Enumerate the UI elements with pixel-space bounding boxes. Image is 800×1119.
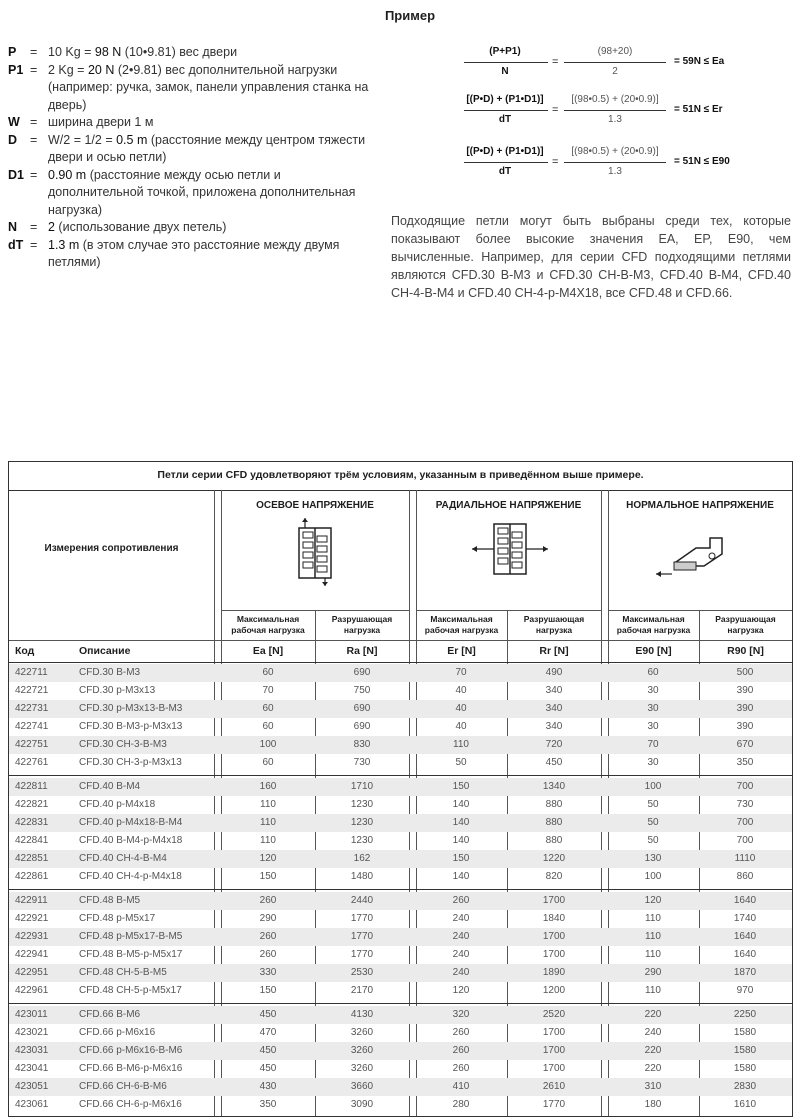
definition-item xyxy=(8,114,378,132)
cell-value: 860 xyxy=(736,871,754,882)
formula-row xyxy=(460,92,800,132)
cell-value: 290 xyxy=(644,967,662,978)
cell-desc: CFD.40 CH-4-B-M4 xyxy=(79,853,167,864)
cell-value: 1230 xyxy=(350,799,374,810)
cell-value: 130 xyxy=(644,853,662,864)
definition-text: 2 (использование двух петель) xyxy=(48,220,227,234)
cell-value: 240 xyxy=(452,967,470,978)
cell-value: 1580 xyxy=(733,1027,757,1038)
cell-value: 720 xyxy=(545,739,563,750)
cell-value: 670 xyxy=(736,739,754,750)
cell-code: 422731 xyxy=(15,703,49,714)
cell-value: 700 xyxy=(736,781,754,792)
cell-value: 1700 xyxy=(542,1045,566,1056)
cell-value: 3260 xyxy=(350,1045,374,1056)
cell-value: 430 xyxy=(259,1081,277,1092)
cell-value: 450 xyxy=(545,757,563,768)
formula-numerator: [(P•D) + (P1•D1)] xyxy=(466,146,544,157)
table-row xyxy=(9,892,792,910)
cell-value: 450 xyxy=(259,1063,277,1074)
table-row xyxy=(9,796,792,814)
definition-eq: = xyxy=(30,132,38,147)
sub-max-radial: Максимальная рабочая нагрузка xyxy=(424,614,499,635)
radial-hinge-icon xyxy=(468,520,552,580)
cell-value: 1220 xyxy=(542,853,566,864)
definition-text: ширина двери 1 м xyxy=(48,115,154,129)
cell-value: 70 xyxy=(647,739,659,750)
cell-value: 260 xyxy=(259,895,277,906)
cell-code: 422941 xyxy=(15,949,49,960)
axial-hinge-icon xyxy=(285,518,345,586)
cell-value: 110 xyxy=(645,913,661,924)
table-row xyxy=(9,682,792,700)
cell-code: 423041 xyxy=(15,1063,49,1074)
definition-text: W/2 = 1/2 = 0.5 m (расстояние между центром тяжести двери и осью петли) xyxy=(48,132,366,164)
col-r90: R90 [N] xyxy=(727,645,764,657)
col-rr: Rr [N] xyxy=(539,645,569,657)
cell-value: 2610 xyxy=(542,1081,566,1092)
definition-symbol: N xyxy=(8,220,18,234)
definition-text: 10 Kg = 98 N (10•9.81) вес двери xyxy=(48,45,238,59)
formula-result: = 51N ≤ E90 xyxy=(674,156,730,167)
cell-value: 830 xyxy=(353,739,371,750)
cell-code: 422821 xyxy=(15,799,49,810)
table-row xyxy=(9,928,792,946)
page-title: Пример xyxy=(384,8,436,23)
cell-value: 60 xyxy=(262,667,274,678)
cell-value: 3260 xyxy=(350,1027,374,1038)
cell-value: 100 xyxy=(644,781,662,792)
cell-value: 70 xyxy=(262,685,274,696)
cell-value: 970 xyxy=(736,985,754,996)
cell-code: 423061 xyxy=(15,1099,49,1110)
formula-numerator: [(P•D) + (P1•D1)] xyxy=(466,94,544,105)
cell-value: 1640 xyxy=(733,895,757,906)
cell-value: 260 xyxy=(259,931,277,942)
table-row xyxy=(9,982,792,1000)
formula-values-numerator: [(98•0.5) + (20•0.9)] xyxy=(571,94,659,105)
cell-value: 260 xyxy=(452,895,470,906)
cell-value: 1110 xyxy=(734,853,756,864)
cell-value: 2170 xyxy=(350,985,374,996)
definition-symbol: W xyxy=(8,115,20,129)
cell-value: 120 xyxy=(452,985,470,996)
cell-value: 750 xyxy=(353,685,371,696)
cell-value: 40 xyxy=(455,703,467,714)
cell-value: 180 xyxy=(644,1099,662,1110)
cell-value: 280 xyxy=(452,1099,470,1110)
cell-desc: CFD.66 CH-6-p-M6x16 xyxy=(79,1099,182,1110)
cell-desc: CFD.40 p-M4x18-B-M4 xyxy=(79,817,183,828)
cell-value: 150 xyxy=(259,871,277,882)
cell-value: 70 xyxy=(455,667,467,678)
cell-code: 422931 xyxy=(15,931,49,942)
col-code: Код xyxy=(15,645,35,657)
cell-value: 1710 xyxy=(350,781,374,792)
table-caption: Петли серии CFD удовлетворяют трём условиям, указанным в приведённом выше примере. xyxy=(9,462,792,491)
table-row xyxy=(9,1078,792,1096)
cell-value: 120 xyxy=(259,853,277,864)
cell-value: 820 xyxy=(545,871,563,882)
cell-code: 422741 xyxy=(15,721,49,732)
cell-value: 150 xyxy=(259,985,277,996)
sub-max-axial: Максимальная рабочая нагрузка xyxy=(231,614,305,635)
cell-value: 240 xyxy=(644,1027,662,1038)
cell-desc: CFD.66 CH-6-B-M6 xyxy=(79,1081,167,1092)
cell-value: 1770 xyxy=(350,949,374,960)
cell-value: 120 xyxy=(644,895,662,906)
definition-item xyxy=(8,132,378,167)
cell-value: 50 xyxy=(647,835,659,846)
cell-value: 1770 xyxy=(542,1099,566,1110)
cell-value: 730 xyxy=(736,799,754,810)
cell-desc: CFD.48 CH-5-p-M5x17 xyxy=(79,985,182,996)
formula-denominator: dT xyxy=(498,114,512,125)
formula-numerator: (P+P1) xyxy=(489,46,521,57)
cell-desc: CFD.40 p-M4x18 xyxy=(79,799,156,810)
cell-value: 100 xyxy=(644,871,662,882)
normal-hinge-icon xyxy=(652,524,736,584)
definition-symbol: P xyxy=(8,45,17,59)
cell-value: 30 xyxy=(647,685,659,696)
definition-text: 2 Kg = 20 N (2•9.81) вес дополнительной нагрузки (например: ручка, замок, панели управления станка на дверь) xyxy=(48,62,369,112)
table-row xyxy=(9,736,792,754)
table-row xyxy=(9,1096,792,1114)
cell-value: 220 xyxy=(644,1045,662,1056)
cell-code: 422721 xyxy=(15,685,49,696)
cell-value: 4130 xyxy=(350,1009,374,1020)
definition-item xyxy=(8,237,378,272)
cell-desc: CFD.40 B-M4-p-M4x18 xyxy=(79,835,183,846)
cell-desc: CFD.66 B-M6 xyxy=(79,1009,141,1020)
table-row xyxy=(9,910,792,928)
cell-code: 422951 xyxy=(15,967,49,978)
col-desc: Описание xyxy=(79,645,131,657)
definition-symbol: D xyxy=(8,132,18,147)
definition-text: 0.90 m (расстояние между осью петли и дополнительной точкой, приложена дополнительная нагрузка) xyxy=(48,167,356,217)
cell-value: 1610 xyxy=(733,1099,757,1110)
cell-value: 3090 xyxy=(350,1099,374,1110)
cell-value: 880 xyxy=(545,835,563,846)
cell-value: 730 xyxy=(353,757,371,768)
cell-code: 422921 xyxy=(15,913,49,924)
cell-value: 690 xyxy=(353,667,371,678)
cell-value: 240 xyxy=(452,913,470,924)
cell-value: 240 xyxy=(452,931,470,942)
cell-value: 330 xyxy=(259,967,277,978)
cell-code: 423011 xyxy=(15,1009,48,1020)
cell-value: 410 xyxy=(452,1081,470,1092)
cell-value: 110 xyxy=(260,799,276,810)
cell-code: 423021 xyxy=(15,1027,49,1038)
cell-value: 110 xyxy=(645,931,661,942)
definition-symbol: D1 xyxy=(8,167,24,182)
cell-code: 423051 xyxy=(15,1081,49,1092)
cell-value: 60 xyxy=(262,721,274,732)
cell-value: 1640 xyxy=(733,931,757,942)
definition-text: 1.3 m (в этом случае это расстояние между двумя петлями) xyxy=(48,237,340,269)
cell-desc: CFD.48 p-M5x17-B-M5 xyxy=(79,931,183,942)
cell-desc: CFD.48 B-M5-p-M5x17 xyxy=(79,949,183,960)
cell-value: 150 xyxy=(452,781,470,792)
cell-code: 422811 xyxy=(15,781,48,792)
cell-value: 700 xyxy=(736,817,754,828)
cell-value: 500 xyxy=(736,667,754,678)
sub-break-normal: Разрушающая нагрузка xyxy=(715,614,776,635)
cell-desc: CFD.66 p-M6x16 xyxy=(79,1027,156,1038)
cell-value: 1480 xyxy=(350,871,374,882)
definition-item xyxy=(8,219,378,237)
cell-value: 1700 xyxy=(542,949,566,960)
cell-value: 240 xyxy=(452,949,470,960)
cell-desc: CFD.30 B-M3 xyxy=(79,667,141,678)
cell-value: 1230 xyxy=(350,835,374,846)
cell-value: 110 xyxy=(645,949,661,960)
cell-code: 422861 xyxy=(15,871,49,882)
formula-values-denominator: 1.3 xyxy=(608,166,622,177)
cell-value: 390 xyxy=(736,685,754,696)
col-ea: Ea [N] xyxy=(252,645,284,657)
definition-eq: = xyxy=(30,62,38,77)
cell-desc: CFD.30 p-M3x13 xyxy=(79,685,156,696)
cell-code: 422711 xyxy=(15,667,48,678)
cell-desc: CFD.40 CH-4-p-M4x18 xyxy=(79,871,182,882)
cell-value: 260 xyxy=(452,1063,470,1074)
cell-value: 340 xyxy=(545,703,563,714)
table-row xyxy=(9,1060,792,1078)
cell-value: 350 xyxy=(259,1099,277,1110)
definition-item xyxy=(8,44,378,62)
cell-value: 1890 xyxy=(542,967,566,978)
cell-value: 390 xyxy=(736,721,754,732)
formula-values-denominator: 1.3 xyxy=(608,114,622,125)
definition-eq: = xyxy=(30,220,38,234)
col-er: Er [N] xyxy=(447,645,476,657)
cell-value: 700 xyxy=(736,835,754,846)
cell-value: 260 xyxy=(259,949,277,960)
group-axial: ОСЕВОЕ НАПРЯЖЕНИЕ xyxy=(221,490,409,610)
cell-desc: CFD.48 CH-5-B-M5 xyxy=(79,967,167,978)
formula-row xyxy=(460,44,800,84)
cell-desc: CFD.30 CH-3-B-M3 xyxy=(79,739,167,750)
cell-value: 2250 xyxy=(733,1009,757,1020)
table-row xyxy=(9,964,792,982)
table-row xyxy=(9,754,792,772)
formula-values-denominator: 2 xyxy=(612,66,618,77)
formula-eq: = xyxy=(552,156,559,168)
cell-value: 30 xyxy=(647,703,659,714)
formula-values-numerator: (98+20) xyxy=(597,46,633,57)
cell-value: 150 xyxy=(452,853,470,864)
cell-value: 140 xyxy=(452,799,470,810)
table-row xyxy=(9,1006,792,1024)
cell-value: 50 xyxy=(455,757,467,768)
cell-code: 422761 xyxy=(15,757,49,768)
cell-value: 2440 xyxy=(350,895,374,906)
cell-value: 880 xyxy=(545,799,563,810)
cell-desc: CFD.30 CH-3-p-M3x13 xyxy=(79,757,182,768)
cell-value: 3260 xyxy=(350,1063,374,1074)
cell-value: 1340 xyxy=(542,781,566,792)
table-row xyxy=(9,814,792,832)
definition-eq: = xyxy=(30,237,38,252)
cell-desc: CFD.48 p-M5x17 xyxy=(79,913,156,924)
formula-row xyxy=(460,144,800,184)
cell-value: 2520 xyxy=(542,1009,566,1020)
selection-note: Подходящие петли могут быть выбраны среди тех, которые показывают более высокие значения EA, EP, E90, чем вычисленные. Например, для серии CFD подходящими петлями являются CFD.30 B-M3 и CFD.30 CH-B-M3, CFD.40 B-M4, CFD.40 CH-4-B-M4 и CFD.40 CH-4-p-M4X18, все CFD.48 и CFD.66. xyxy=(391,214,791,300)
strength-table xyxy=(8,461,793,1117)
col-ra: Ra [N] xyxy=(346,645,378,657)
table-row xyxy=(9,778,792,796)
definitions-list xyxy=(8,44,378,272)
cell-code: 422751 xyxy=(15,739,49,750)
col-e90: E90 [N] xyxy=(635,645,672,657)
definition-symbol: P1 xyxy=(8,62,24,77)
definition-item xyxy=(8,62,378,115)
formula-denominator: N xyxy=(501,66,509,77)
cell-value: 490 xyxy=(545,667,563,678)
cell-value: 30 xyxy=(647,757,659,768)
cell-value: 690 xyxy=(353,721,371,732)
definition-eq: = xyxy=(30,167,38,182)
cell-desc: CFD.30 p-M3x13-B-M3 xyxy=(79,703,183,714)
table-row xyxy=(9,1024,792,1042)
sub-max-normal: Максимальная рабочая нагрузка xyxy=(616,614,691,635)
formula-values-numerator: [(98•0.5) + (20•0.9)] xyxy=(571,146,659,157)
formula-result: = 51N ≤ Er xyxy=(674,104,723,115)
table-row xyxy=(9,664,792,682)
cell-value: 880 xyxy=(545,817,563,828)
cell-code: 422851 xyxy=(15,853,49,864)
cell-value: 1580 xyxy=(733,1045,757,1056)
cell-value: 470 xyxy=(259,1027,277,1038)
cell-value: 110 xyxy=(645,985,661,996)
cell-value: 1700 xyxy=(542,931,566,942)
definition-symbol: dT xyxy=(8,237,24,252)
cell-desc: CFD.48 B-M5 xyxy=(79,895,141,906)
cell-code: 422841 xyxy=(15,835,49,846)
table-row xyxy=(9,868,792,886)
cell-value: 1700 xyxy=(542,1063,566,1074)
cell-value: 340 xyxy=(545,685,563,696)
cell-value: 60 xyxy=(262,757,274,768)
cell-desc: CFD.66 p-M6x16-B-M6 xyxy=(79,1045,183,1056)
cell-value: 1700 xyxy=(542,895,566,906)
cell-value: 1740 xyxy=(733,913,757,924)
cell-desc: CFD.66 B-M6-p-M6x16 xyxy=(79,1063,183,1074)
cell-value: 290 xyxy=(259,913,277,924)
table-row xyxy=(9,1042,792,1060)
cell-value: 40 xyxy=(455,721,467,732)
cell-value: 260 xyxy=(452,1045,470,1056)
cell-value: 140 xyxy=(452,817,470,828)
cell-value: 110 xyxy=(260,817,276,828)
cell-value: 140 xyxy=(452,871,470,882)
cell-value: 1200 xyxy=(542,985,566,996)
sub-break-radial: Разрушающая нагрузка xyxy=(523,614,585,635)
cell-code: 423031 xyxy=(15,1045,49,1056)
cell-value: 140 xyxy=(452,835,470,846)
cell-value: 30 xyxy=(647,721,659,732)
cell-value: 390 xyxy=(736,703,754,714)
cell-value: 60 xyxy=(262,703,274,714)
measure-label: Измерения сопротивления xyxy=(44,543,179,554)
cell-value: 2530 xyxy=(350,967,374,978)
formula-result: = 59N ≤ Ea xyxy=(674,56,725,67)
cell-value: 260 xyxy=(452,1027,470,1038)
cell-value: 310 xyxy=(644,1081,662,1092)
definition-item xyxy=(8,167,378,220)
cell-code: 422911 xyxy=(15,895,48,906)
cell-desc: CFD.40 B-M4 xyxy=(79,781,141,792)
group-normal: НОРМАЛЬНОЕ НАПРЯЖЕНИЕ xyxy=(608,490,792,610)
cell-value: 2830 xyxy=(733,1081,757,1092)
cell-value: 1870 xyxy=(733,967,757,978)
cell-value: 50 xyxy=(647,817,659,828)
table-row xyxy=(9,832,792,850)
sub-break-axial: Разрушающая нагрузка xyxy=(331,614,393,635)
cell-value: 110 xyxy=(453,739,469,750)
cell-code: 422961 xyxy=(15,985,49,996)
group-radial: РАДИАЛЬНОЕ НАПРЯЖЕНИЕ xyxy=(416,490,601,610)
table-row xyxy=(9,850,792,868)
definition-eq: = xyxy=(30,115,38,129)
formula-eq: = xyxy=(552,104,559,116)
cell-value: 450 xyxy=(259,1009,277,1020)
cell-value: 220 xyxy=(644,1009,662,1020)
cell-value: 340 xyxy=(545,721,563,732)
cell-value: 1770 xyxy=(350,931,374,942)
cell-value: 690 xyxy=(353,703,371,714)
cell-value: 100 xyxy=(259,739,277,750)
cell-value: 320 xyxy=(452,1009,470,1020)
cell-value: 1230 xyxy=(350,817,374,828)
definition-eq: = xyxy=(30,45,38,59)
cell-value: 1580 xyxy=(733,1063,757,1074)
formula-eq: = xyxy=(552,56,559,68)
cell-value: 350 xyxy=(736,757,754,768)
table-row xyxy=(9,700,792,718)
cell-value: 1700 xyxy=(542,1027,566,1038)
table-row xyxy=(9,718,792,736)
cell-desc: CFD.30 B-M3-p-M3x13 xyxy=(79,721,183,732)
cell-value: 60 xyxy=(647,667,659,678)
cell-value: 450 xyxy=(259,1045,277,1056)
cell-value: 110 xyxy=(260,835,276,846)
table-row xyxy=(9,946,792,964)
formula-denominator: dT xyxy=(498,166,512,177)
cell-value: 160 xyxy=(259,781,277,792)
cell-value: 3660 xyxy=(350,1081,374,1092)
cell-value: 1840 xyxy=(542,913,566,924)
cell-value: 50 xyxy=(647,799,659,810)
cell-value: 1640 xyxy=(733,949,757,960)
cell-value: 40 xyxy=(455,685,467,696)
cell-value: 162 xyxy=(353,853,371,864)
cell-value: 1770 xyxy=(350,913,374,924)
cell-value: 220 xyxy=(644,1063,662,1074)
cell-code: 422831 xyxy=(15,817,49,828)
